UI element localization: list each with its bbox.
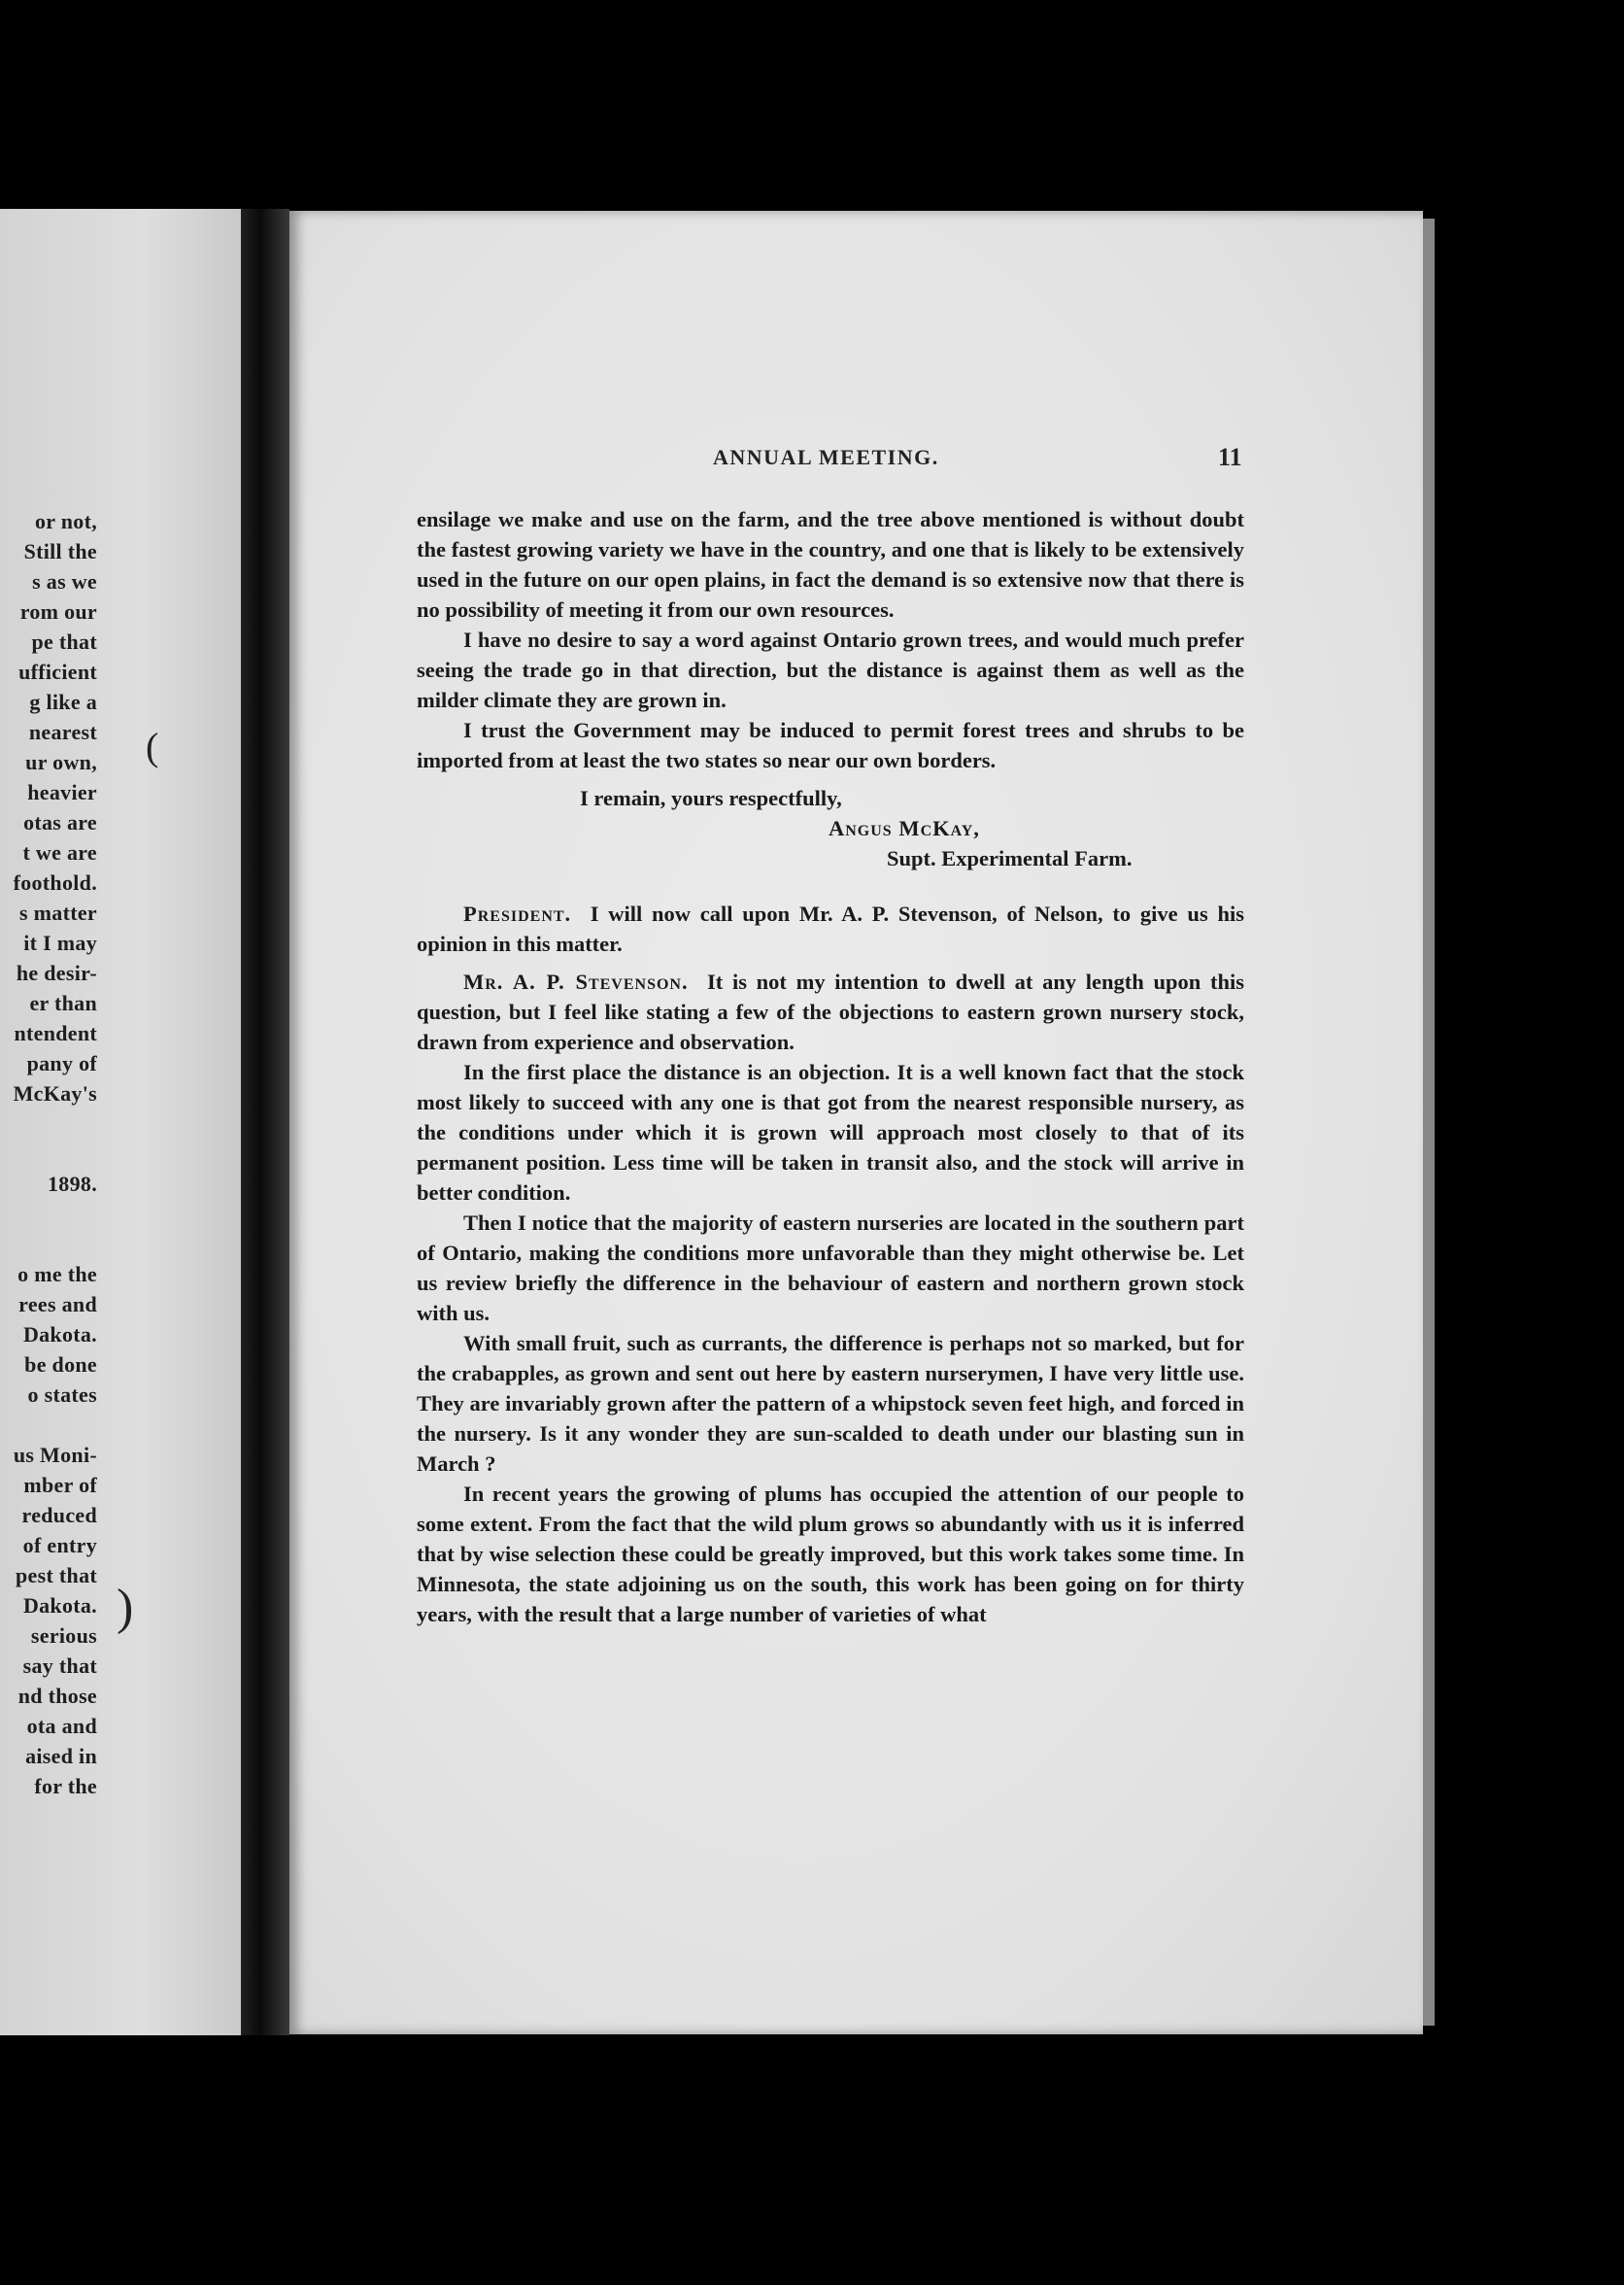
left-page-line: er than: [29, 991, 97, 1015]
left-page-line: ur own,: [25, 750, 97, 774]
left-page-line: pest that: [16, 1563, 97, 1587]
left-page-line: say that: [22, 1654, 97, 1678]
left-page-line: McKay's: [13, 1081, 97, 1106]
left-page-line: serious: [30, 1623, 97, 1648]
left-page-line: ntendent: [14, 1021, 97, 1045]
left-page-line: for the: [34, 1774, 97, 1798]
signature-name: Angus McKay,: [829, 816, 980, 840]
left-page-line: be done: [24, 1352, 97, 1377]
paragraph: ensilage we make and use on the farm, and the tree above mentioned is without doubt the fastest growing variety we have in the country, and one that is likely to be extensively used in the future on our open plains, in fact the demand is so extensive now that there is no possibility of meeting it from our own resources.: [417, 507, 1244, 622]
speaker-text: I will now call upon Mr. A. P. Stevenson, of Nelson, to give us his opinion in this matter.: [417, 902, 1244, 956]
signature-title: Supt. Experimental Farm.: [887, 846, 1133, 870]
left-page-line: nearest: [28, 720, 97, 744]
paragraph: In the first place the distance is an objection. It is a well known fact that the stock most likely to succeed with any one is that got from the nearest responsible nursery, as the conditions under which it is grown will approach most closely to that of its permanent position. Less time will be taken in transit also, and the stock will arrive in better condition.: [417, 1060, 1244, 1205]
left-page-line: foothold.: [13, 870, 97, 895]
left-page-line: heavier: [27, 780, 97, 804]
left-page-line: s as we: [32, 569, 97, 594]
left-page-line: Dakota.: [22, 1593, 97, 1618]
closing-line: I remain, yours respectfully,: [580, 786, 842, 810]
left-page-line: it I may: [23, 931, 97, 955]
left-facing-page: [0, 209, 241, 2035]
left-page-line: pany of: [26, 1051, 97, 1075]
left-page-line: g like a: [29, 690, 97, 714]
speaker-text: It is not my intention to dwell at any length upon this question, but I feel like stating a few of the objections to eastern grown nursery stock, drawn from experience and observation.: [417, 970, 1245, 1054]
letter-signoff: [417, 783, 1244, 873]
left-page-line: rees and: [18, 1292, 97, 1316]
speaker-label: President.: [463, 902, 572, 926]
left-page-line: pe that: [31, 630, 97, 654]
left-page-line: o states: [27, 1382, 97, 1407]
paragraph: I trust the Government may be induced to permit forest trees and shrubs to be imported from at least the two states so near our own borders.: [417, 718, 1244, 772]
paragraph: I have no desire to say a word against Ontario grown trees, and would much prefer seeing the trade go in that direction, but the distance is against them as well as the milder climate they are grown in.: [417, 628, 1244, 712]
left-page-line: aised in: [25, 1744, 97, 1768]
paragraph: In recent years the growing of plums has occupied the attention of our people to some extent. From the fact that the wild plum grows so abundantly with us it is inferred that by wise selection these could be greatly improved, but this work takes some time. In Minnesota, the state adjoining us on the south, this work has been going on for thirty years, with the result that a large number of varieties of what: [417, 1482, 1244, 1626]
left-page-line: or not,: [34, 509, 97, 533]
left-page-line: 1898.: [48, 1172, 97, 1196]
left-page-line: Still the: [23, 539, 97, 563]
speaker-paragraph: [417, 967, 1244, 1057]
speaker-paragraph: [417, 899, 1244, 959]
left-page-line: t we are: [22, 840, 97, 865]
running-header: ANNUAL MEETING.: [713, 445, 939, 469]
left-page-line: reduced: [21, 1503, 97, 1527]
left-page-line: ota and: [26, 1714, 97, 1738]
page-number: 11: [1218, 443, 1242, 471]
left-page-line: mber of: [23, 1473, 97, 1497]
left-page-line: Dakota.: [22, 1322, 97, 1347]
book-gutter: [241, 209, 289, 2035]
page-body: [417, 504, 1244, 1629]
paragraph: With small fruit, such as currants, the difference is perhaps not so marked, but for the crabapples, as grown and sent out here by eastern nurserymen, I have very little use. They are invariably grown after the pattern of a whipstock seven feet high, and forced in the nursery. Is it any wonder they are sun-scalded to death under our blasting sun in March ?: [417, 1331, 1244, 1476]
left-page-line: o me the: [17, 1262, 97, 1286]
left-page-line: of entry: [22, 1533, 97, 1557]
pencil-mark: (: [146, 725, 159, 768]
paragraph: Then I notice that the majority of eastern nurseries are located in the southern part of Ontario, making the conditions more unfavorable than they might otherwise be. Let us review briefly the difference in the behaviour of eastern and northern grown stock with us.: [417, 1211, 1244, 1325]
left-page-line: nd those: [17, 1684, 97, 1708]
pencil-mark: ): [117, 1580, 134, 1635]
speaker-label: Mr. A. P. Stevenson.: [463, 970, 689, 994]
left-page-line: he desir-: [16, 961, 97, 985]
page-edge: [1423, 219, 1435, 2026]
left-page-line: s matter: [19, 901, 97, 925]
left-page-line: us Moni-: [13, 1443, 97, 1467]
left-page-line: ufficient: [18, 660, 97, 684]
left-page-line: rom our: [19, 599, 97, 624]
left-page-line: otas are: [23, 810, 97, 835]
